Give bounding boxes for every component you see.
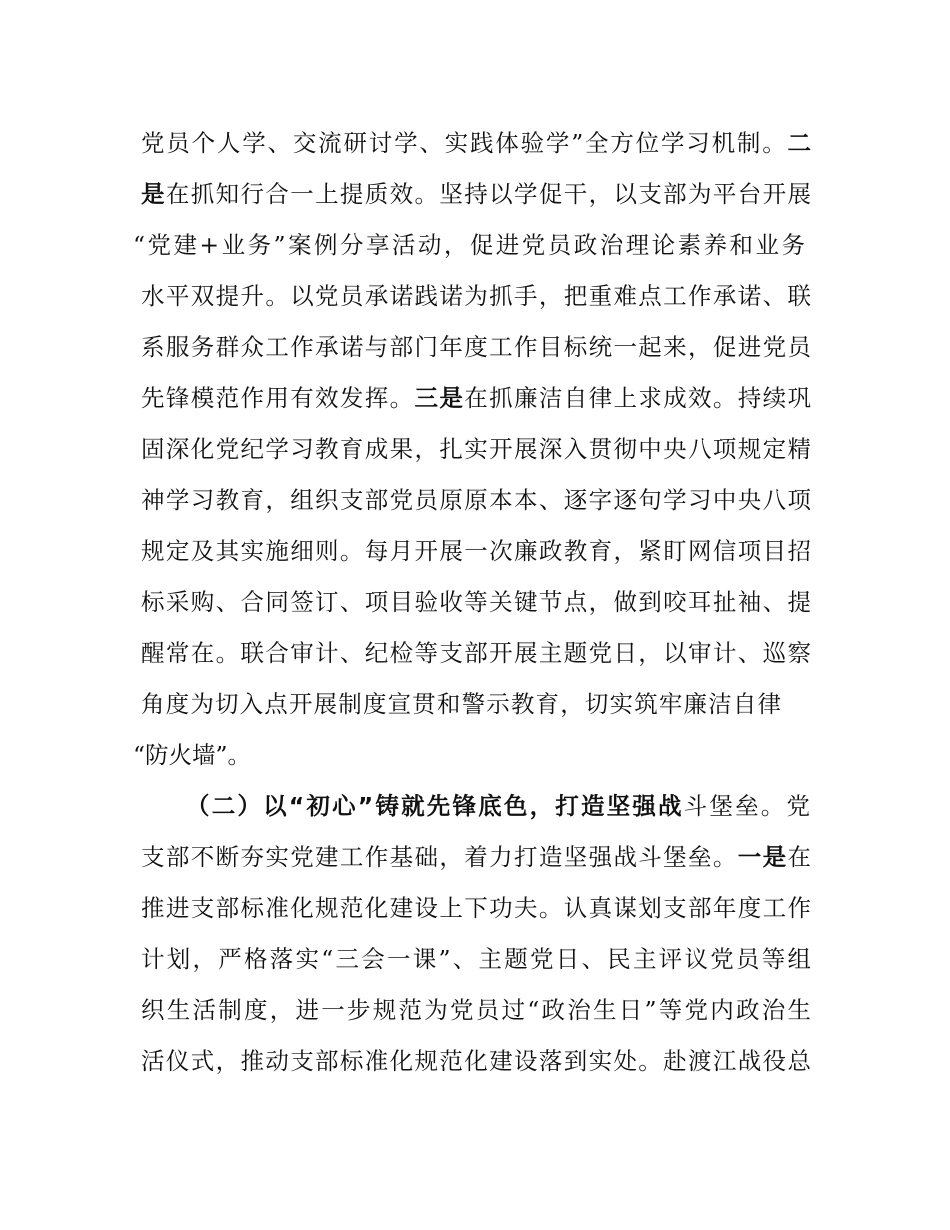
text-line-16: [141, 890, 811, 926]
text-run: 水平双提升。以党员承诺践诺为抓手，把重难点工作承诺、联: [141, 282, 811, 310]
text-run: 推进支部标准化规范化建设上下功夫。认真谋划支部年度工作: [141, 894, 811, 922]
text-line-1: [141, 125, 811, 161]
text-run: 神学习教育，组织支部党员原原本本、逐字逐句学习中央八项: [141, 486, 811, 514]
text-line-3: [133, 227, 805, 263]
bold-run: 是: [141, 180, 166, 208]
text-line-9: [141, 533, 811, 569]
text-run: 活仪式，推动支部标准化规范化建设落到实处。赴渡江战役总: [141, 1047, 811, 1075]
text-line-18: [141, 992, 811, 1028]
section-heading-line: [186, 788, 810, 824]
text-run: 系服务群众工作承诺与部门年度工作目标统一起来，促进党员: [141, 333, 811, 361]
text-line-15: [141, 839, 811, 875]
text-run: 固深化党纪学习教育成果，扎实开展深入贯彻中央八项规定精: [141, 435, 811, 463]
bold-run: 一是: [737, 843, 788, 871]
bold-run: 二: [787, 129, 811, 157]
text-line-19: [141, 1043, 811, 1079]
text-line-17: [141, 941, 811, 977]
text-line-12: [141, 686, 781, 722]
text-line-8: [141, 482, 811, 518]
text-run: 角度为切入点开展制度宣贯和警示教育，切实筑牢廉洁自律: [141, 690, 781, 718]
text-run: “党建+业务”案例分享活动，促进党员政治理论素养和业务: [133, 231, 805, 259]
bold-run: 三是: [414, 384, 465, 412]
text-run: 织生活制度，进一步规范为党员过“政治生日”等党内政治生: [141, 996, 811, 1024]
text-line-6: [141, 380, 811, 416]
text-line-11: [141, 635, 811, 671]
text-line-10: [141, 584, 811, 620]
text-run: 斗堡垒。党: [683, 792, 810, 820]
text-run: 计划，严格落实“三会一课”、主题党日、民主评议党员等组: [141, 945, 811, 973]
text-run: 在抓知行合一上提质效。坚持以学促干，以支部为平台开展: [165, 180, 811, 208]
text-run: “防火墙”。: [133, 741, 252, 769]
text-line-2: [141, 176, 811, 212]
text-run: 党员个人学、交流研讨学、实践体验学”全方位学习机制。: [141, 129, 788, 157]
text-line-5: [141, 329, 811, 365]
bold-run: （二）以“初心”铸就先锋底色，打造坚强战: [186, 792, 684, 820]
text-run: 规定及其实施细则。每月开展一次廉政教育，紧盯网信项目招: [141, 537, 811, 565]
text-run: 标采购、合同签订、项目验收等关键节点，做到咬耳扯袖、提: [141, 588, 811, 616]
text-line-4: [141, 278, 811, 314]
text-run: 在: [787, 843, 811, 871]
text-run: 醒常在。联合审计、纪检等支部开展主题党日，以审计、巡察: [141, 639, 811, 667]
text-line-7: [141, 431, 811, 467]
text-run: 先锋模范作用有效发挥。: [141, 384, 415, 412]
text-line-13: [133, 737, 803, 773]
text-run: 在抓廉洁自律上求成效。持续巩: [464, 384, 811, 412]
text-run: 支部不断夯实党建工作基础，着力打造坚强战斗堡垒。: [141, 843, 738, 871]
